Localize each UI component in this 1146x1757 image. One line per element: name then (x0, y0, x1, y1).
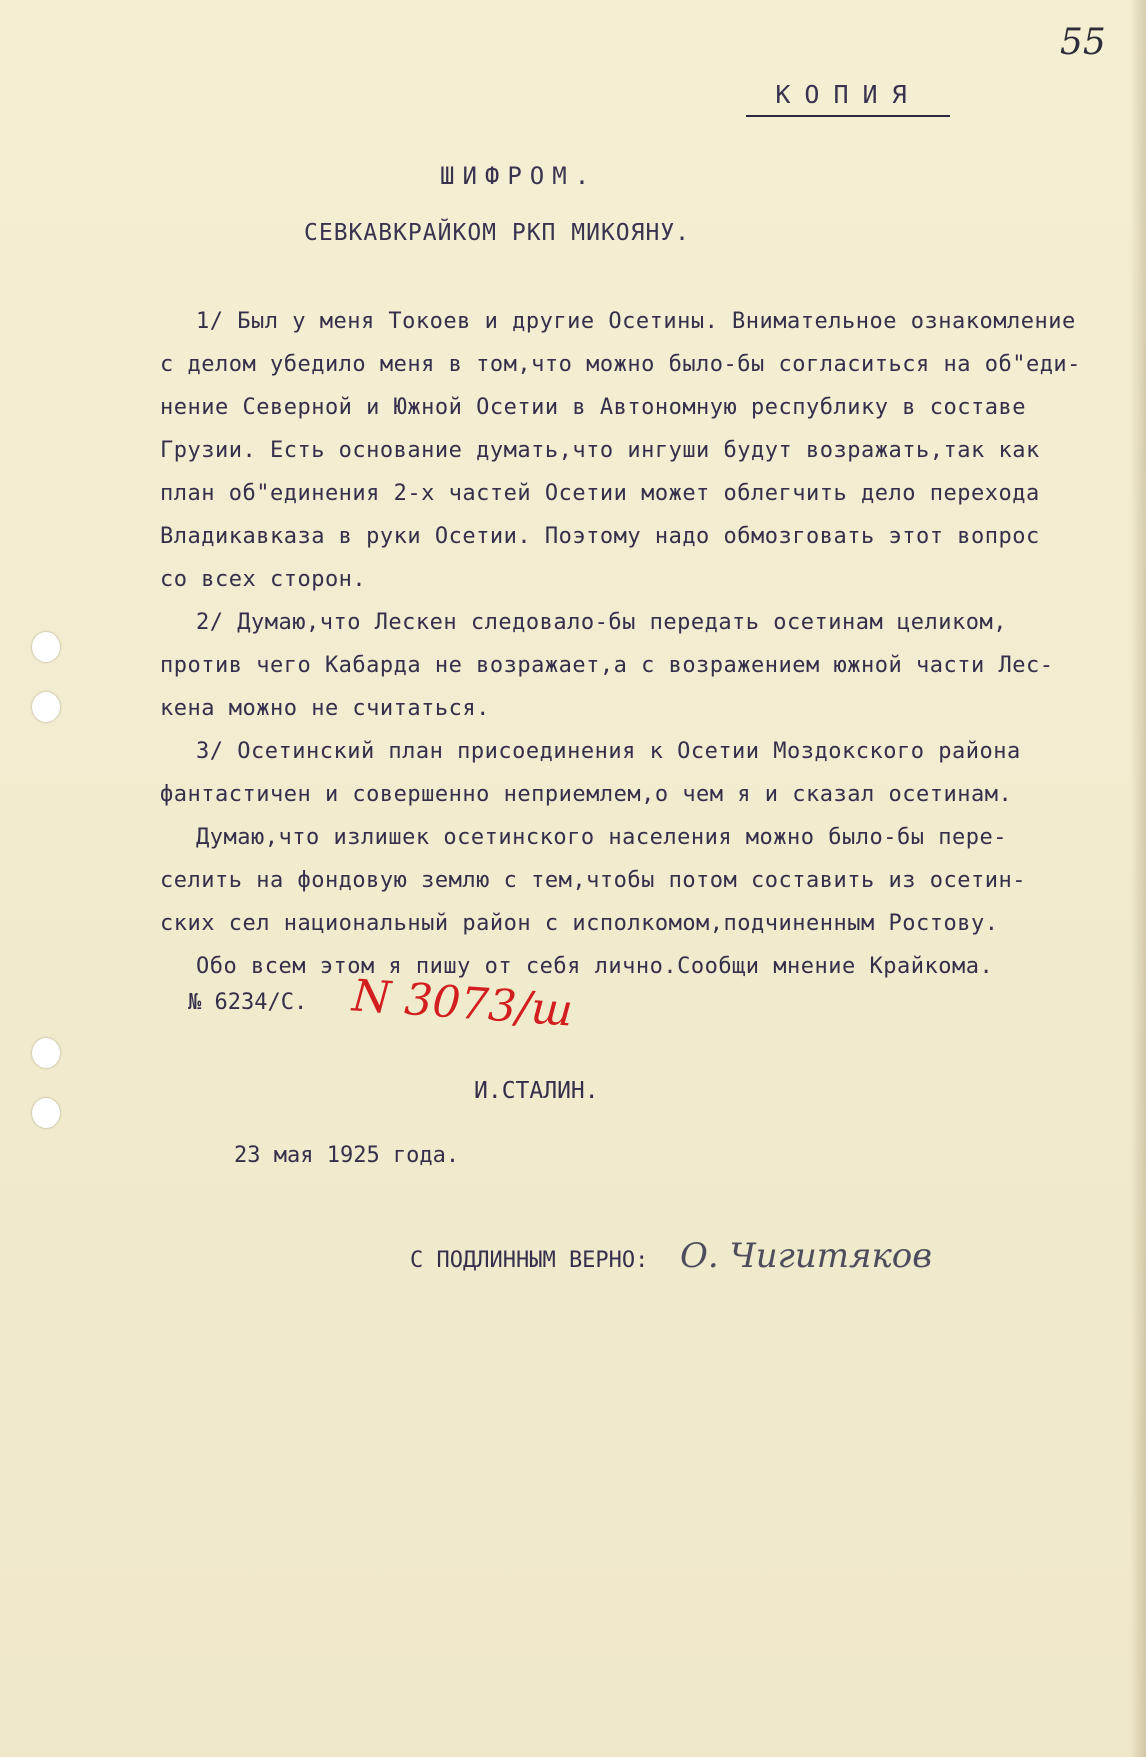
text-line: план об"единения 2-х частей Осетии может облегчить дело перехода (160, 481, 1040, 506)
punch-hole (32, 1038, 60, 1068)
folio-number: 55 (1060, 22, 1106, 63)
paragraph-4 (160, 816, 1120, 945)
text-line: 2/ Думаю,что Лескен следовало-бы передать осетинам целиком, (196, 610, 1007, 635)
handwritten-signature: О. Чигитяков (680, 1236, 933, 1276)
text-line: со всех сторон. (160, 567, 367, 592)
text-line: Грузии. Есть основание думать,что ингуши будут возражать,так как (160, 438, 1040, 463)
text-line: Владикавказа в руки Осетии. Поэтому надо обмозговать этот вопрос (160, 524, 1040, 549)
punch-hole (32, 692, 60, 722)
text-line: Думаю,что излишек осетинского населения можно было-бы пере- (196, 825, 1007, 850)
paragraph-5 (160, 945, 1120, 988)
text-line: 1/ Был у меня Токоев и другие Осетины. Внимательное ознакомление (196, 309, 1076, 334)
text-line: фантастичен и совершенно неприемлем,о чем я и сказал осетинам. (160, 782, 1013, 807)
letter-body (160, 300, 1120, 988)
text-line: с делом убедило меня в том,что можно было-бы согласиться на об"еди- (160, 352, 1081, 377)
text-line: 3/ Осетинский план присоединения к Осетии Моздокского района (196, 739, 1021, 764)
cipher-heading: ШИФРОМ. (440, 162, 598, 190)
text-line: против чего Кабарда не возражает,а с возражением южной части Лес- (160, 653, 1054, 678)
punch-hole (32, 632, 60, 662)
text-line: Обо всем этом я пишу от себя лично.Сообщи мнение Крайкома. (196, 954, 994, 979)
text-line: селить на фондовую землю с тем,чтобы потом составить из осетин- (160, 868, 1026, 893)
certification-label: С ПОДЛИННЫМ ВЕРНО: (410, 1248, 649, 1273)
signature-name: И.СТАЛИН. (474, 1078, 599, 1104)
text-line: нение Северной и Южной Осетии в Автономную республику в составе (160, 395, 1026, 420)
punch-hole (32, 1098, 60, 1128)
text-line: ских сел национальный район с исполкомом,подчиненным Ростову. (160, 911, 999, 936)
text-line: кена можно не считаться. (160, 696, 490, 721)
document-number: № 6234/С. (188, 990, 308, 1015)
copy-mark: КОПИЯ (746, 80, 950, 117)
red-registration-number: N 3073/ш (350, 970, 575, 1037)
paragraph-2 (160, 601, 1120, 730)
paragraph-3 (160, 730, 1120, 816)
document-date: 23 мая 1925 года. (234, 1143, 460, 1168)
addressee: СЕВКАВКРАЙКОМ РКП МИКОЯНУ. (304, 220, 691, 246)
paper-edge-shadow (1130, 0, 1146, 1757)
paragraph-1 (160, 300, 1120, 601)
